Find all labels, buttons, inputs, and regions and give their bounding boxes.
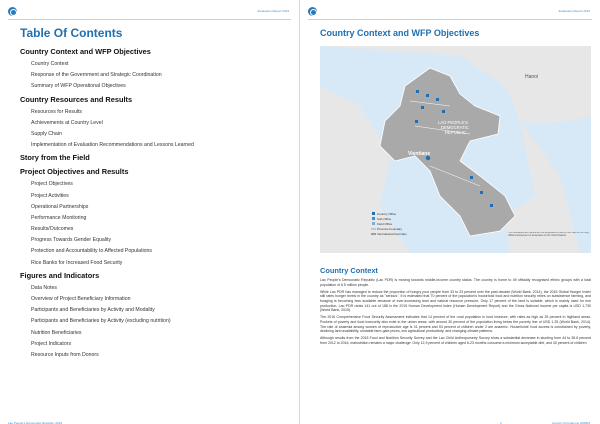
map-capital-label: Vientiane (408, 151, 431, 157)
map-country-label-3: REPUBLIC (445, 130, 466, 135)
office-marker (416, 90, 419, 93)
body-text (320, 278, 591, 348)
wfp-logo-icon (308, 7, 317, 16)
country-context-heading: Country Context (320, 266, 378, 275)
page-header: Evaluation Report 2019 (257, 9, 289, 13)
legend-item: Province boundary (377, 227, 403, 231)
page-number: 2 (500, 421, 502, 424)
header-rule (8, 19, 291, 20)
office-marker (436, 98, 439, 101)
header-rule (308, 19, 592, 20)
toc-item[interactable]: Project Indicators (31, 340, 72, 347)
office-marker (426, 94, 429, 97)
toc-item[interactable]: Project Activities (31, 192, 69, 199)
section-title: Country Context and WFP Objectives (320, 28, 480, 38)
body-paragraph: Lao People's Democratic Republic (Lao PDR) is moving towards middle-income country status. The country is home to 49 officially recognised ethnic groups with a total population of 6.5 million people. (320, 278, 591, 287)
toc-item[interactable]: Country Context (31, 61, 69, 67)
legend-sub-office-icon (372, 217, 375, 220)
toc-title: Table Of Contents (20, 26, 123, 40)
toc-item[interactable]: Progress Towards Gender Equality (31, 237, 112, 244)
office-marker (415, 120, 418, 123)
toc-item[interactable]: Results/Outcomes (31, 226, 74, 233)
toc-item[interactable]: Participants and Beneficiaries by Activity and Modality (31, 307, 155, 314)
legend-item: Country Office (377, 212, 397, 216)
office-marker (421, 106, 424, 109)
map-disclaimer: The boundaries and names and the designations used on this map do not imply official endorsement or acceptance by the United Nations. (508, 232, 589, 237)
toc-section-heading[interactable]: Country Resources and Results (20, 94, 133, 104)
body-paragraph: The 2016 Comprehensive Food Security Assessment indicates that 14 percent of the rural population is food insecure, with rates as high as 25 percent in highland areas. Pockets of poverty and food insecurity also exist in the urban areas, with around 30 percent of the population living below the poverty line of USD 1.25 (World Bank, 2014). The rate of anaemia among women of reproductive age is 31 percent and 53 percent of children under 2 are anaemic. Households' food access is constrained by poverty, declining land availability, unstable farm-gate prices, low agricultural productivity, and changing climate patterns. (320, 315, 591, 334)
toc-item[interactable]: Participants and Beneficiaries by Activity (excluding nutrition) (31, 318, 171, 325)
toc-item[interactable]: Implementation of Evaluation Recommendations and Lessons Learned (31, 142, 194, 149)
footer-left-text: Lao People's Democratic Republic, 2019 (8, 421, 63, 424)
office-marker (470, 176, 473, 179)
legend-country-office-icon (372, 212, 375, 215)
toc-item[interactable]: Response of the Government and Strategic Coordination (31, 72, 162, 79)
map-country-label-1: LAO PEOPLE'S (438, 120, 468, 125)
map-disclaimer-box (508, 232, 590, 250)
body-paragraph: While Lao PDR has managed to reduce the proportion of hungry poor people from 33 to 23 percent over the past decade (World Bank, 2014), the 2015 Global Hunger Index still rates hunger levels in the country as "serious". It is estimated that 70 percent of the population's household food and nutrition security relies on subsistence farming, and foraging is becoming less available because of ever-increasing land and natural resource pressure. Only 17 percent of the land is suitable, which is mainly used for rice production. Lao PDR ranks 141 out of 188 in the 2015 Human Development Index (Human Development Report) and the Gross National Income per capita is USD 1,730 (World Bank, 2015). (320, 289, 591, 313)
toc-item[interactable]: Protection and Accountability to Affected Populations (31, 248, 153, 255)
toc-item[interactable]: Summary of WFP Operational Objectives (31, 83, 126, 90)
toc-section-heading[interactable]: Project Objectives and Results (20, 167, 129, 177)
toc-section-heading[interactable]: Country Context and WFP Objectives (20, 47, 151, 56)
page-header: Evaluation Report 2019 (558, 9, 590, 13)
toc-item[interactable]: Rice Banks for Increased Food Security (31, 259, 123, 266)
legend-item: International boundary (377, 232, 407, 236)
toc-item[interactable]: Resources for Results (31, 108, 83, 115)
office-marker (442, 110, 445, 113)
wfp-logo-icon (8, 7, 17, 16)
toc-item[interactable]: Nutrition Beneficiaries (31, 329, 82, 336)
legend-item: Field Office (377, 222, 393, 226)
toc-item[interactable]: Supply Chain (31, 130, 62, 137)
table-of-contents (20, 45, 290, 361)
map-neighbour-city-label: Hanoi (525, 74, 539, 80)
legend-field-office-icon (372, 222, 375, 225)
toc-item[interactable]: Overview of Project Beneficiary Information (31, 296, 131, 302)
footer-right-text: Country Programme 200803 (552, 421, 590, 424)
toc-item[interactable]: Data Notes (31, 284, 57, 291)
toc-section-heading[interactable]: Figures and Indicators (20, 270, 100, 280)
body-paragraph: Although results from the 2015 Food and Nutrition Security Survey and the Lao Child Anthropometry Survey show a substantial decrease in stunting from 44 to 35.6 percent from 2012 to 2016, malnutrition remains a major challenge. Only 12.9 percent of children aged 6-23 months consume a minimum acceptable diet, and 40 percent of children (320, 336, 591, 345)
toc-section-heading[interactable]: Story from the Field (20, 153, 90, 163)
office-marker (490, 204, 493, 207)
toc-item[interactable]: Resource Inputs from Donors (31, 351, 99, 358)
toc-item[interactable]: Operational Partnerships (31, 203, 89, 210)
map-country-label-2: DEMOCRATIC (441, 125, 469, 130)
office-marker (480, 191, 483, 194)
legend-item: Sub-Office (377, 217, 392, 221)
right-page (300, 0, 600, 424)
toc-item[interactable]: Achievements at Country Level (31, 119, 103, 126)
toc-item[interactable]: Performance Monitoring (31, 214, 87, 221)
toc-item[interactable]: Project Objectives (31, 181, 73, 188)
country-map (320, 46, 591, 253)
